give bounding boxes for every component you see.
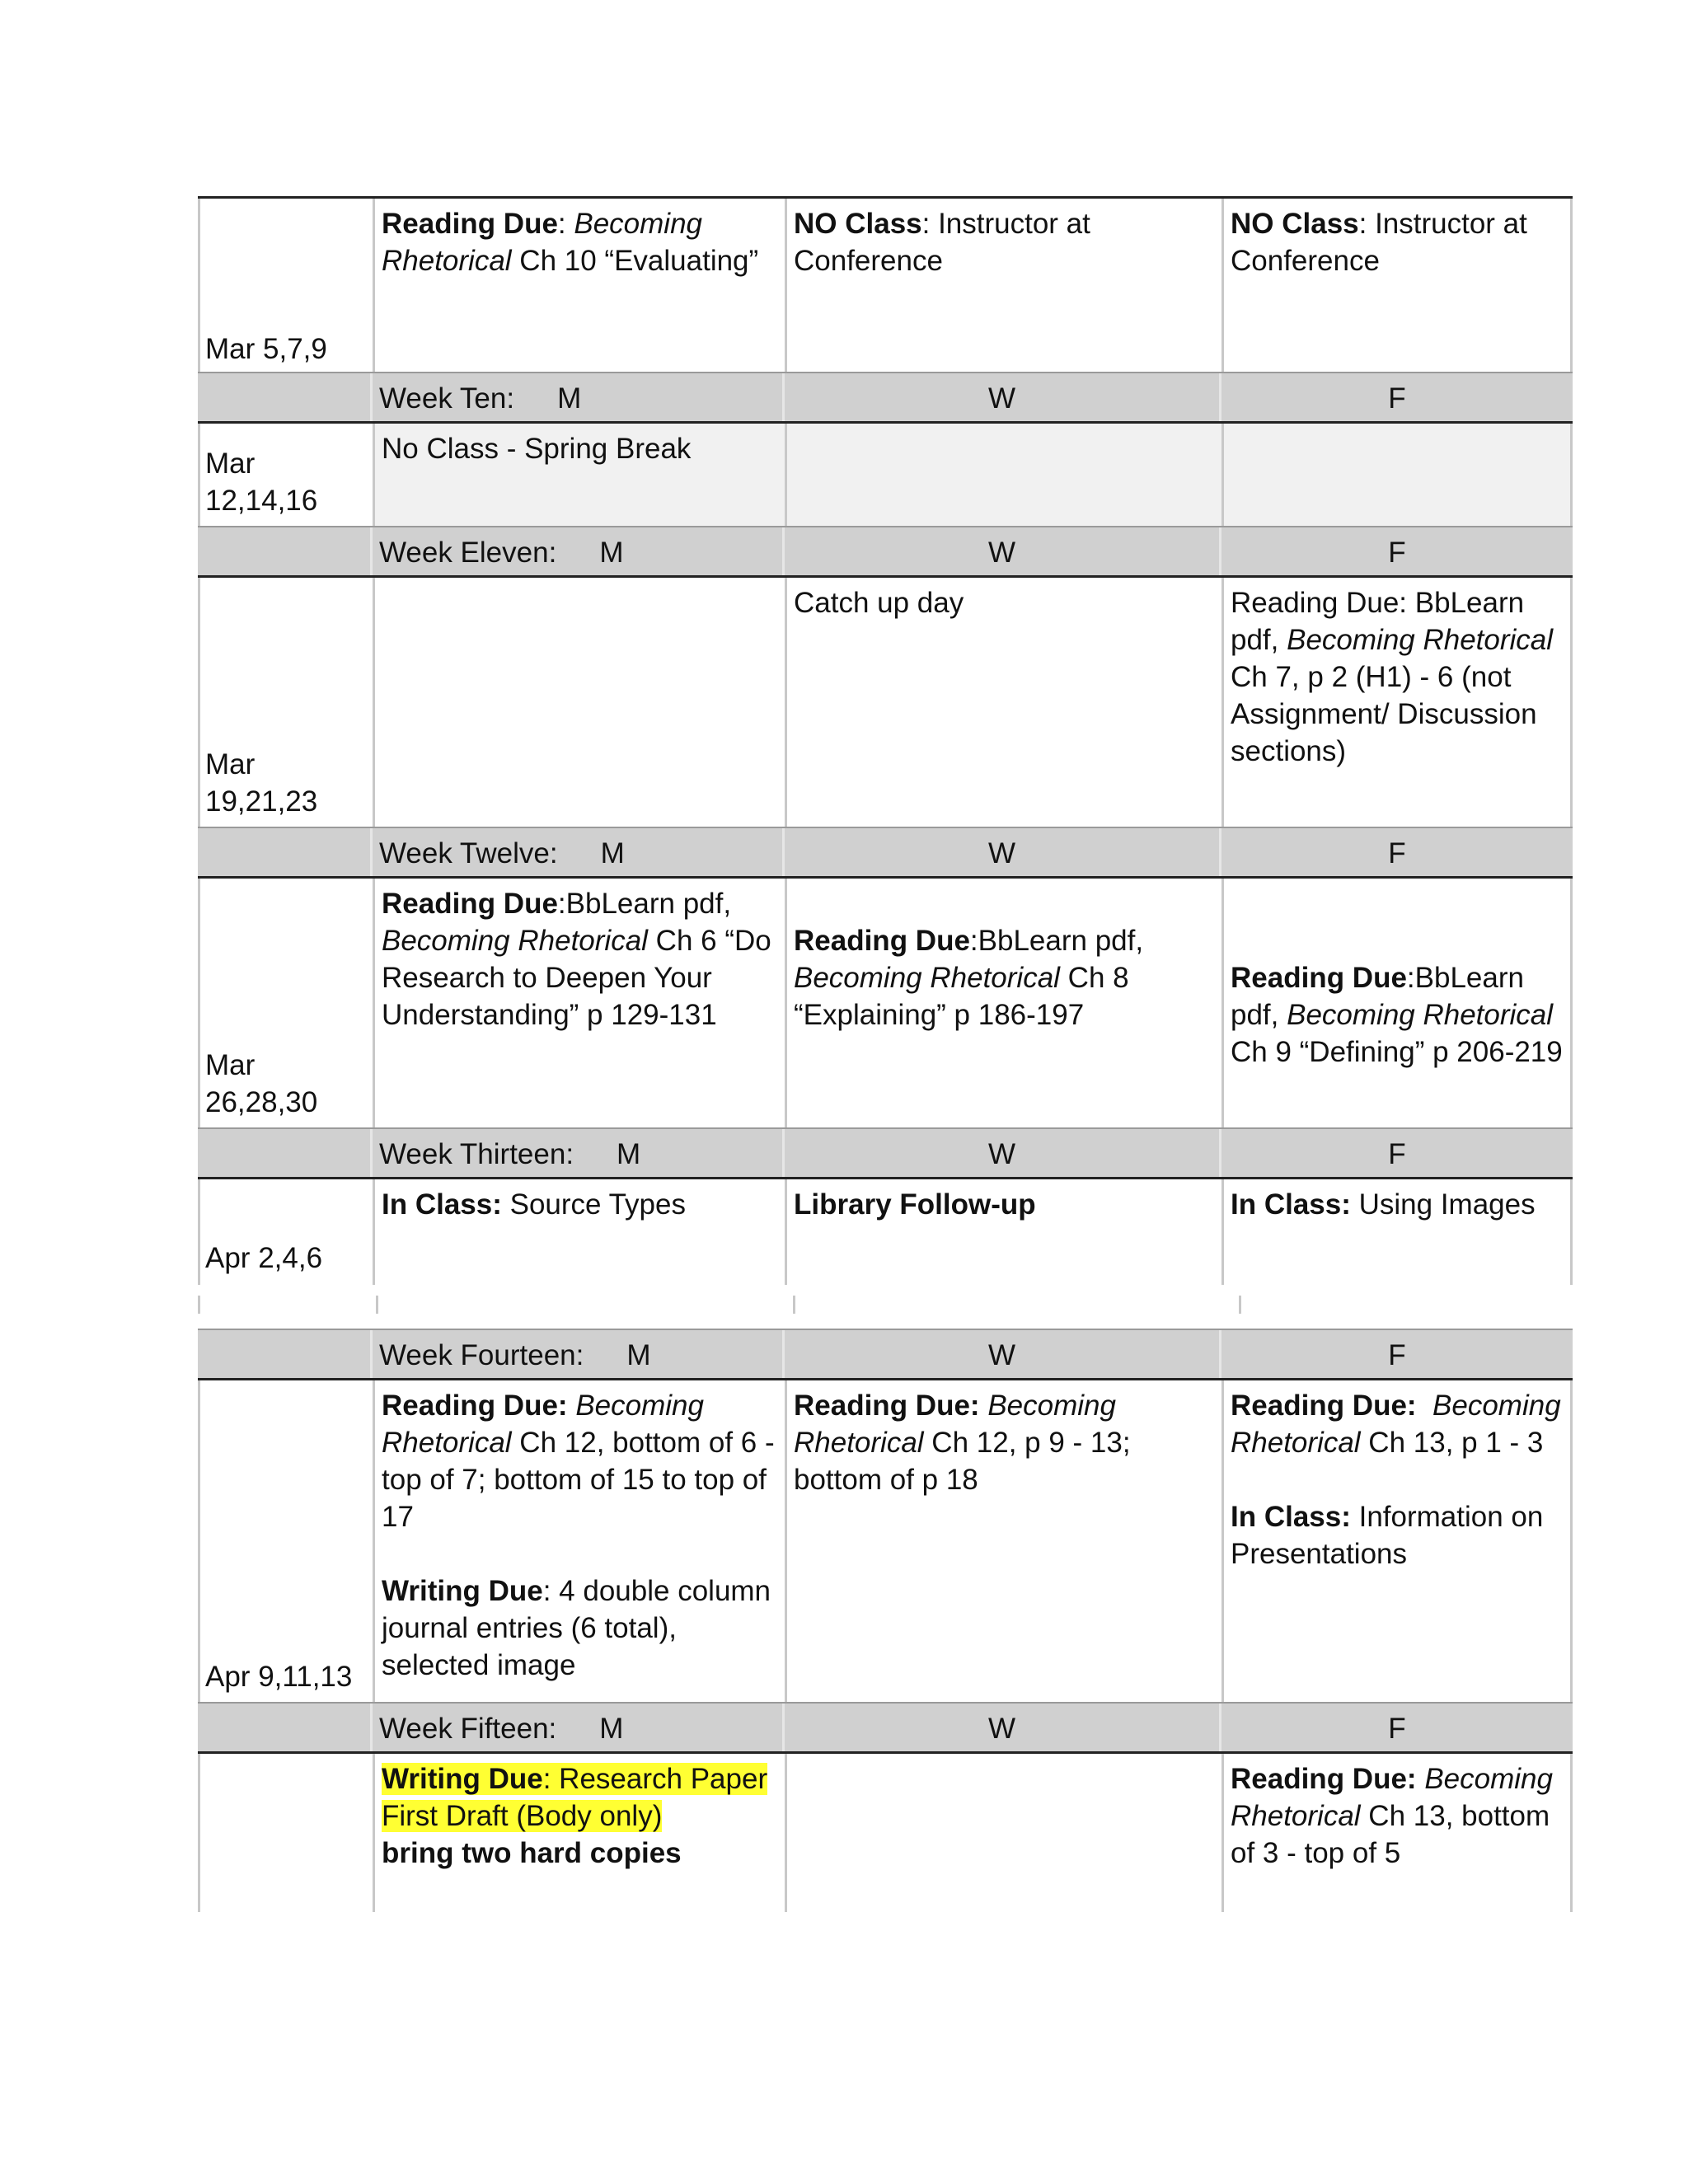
- wednesday-cell: [785, 424, 1221, 526]
- text: [980, 1390, 988, 1422]
- text: Ch 12, p 9 - 13; bottom of p 18: [794, 1427, 1131, 1496]
- week-header-band: [198, 1127, 1573, 1179]
- page-break-mark: [376, 1296, 378, 1314]
- day-m: M: [617, 1138, 641, 1170]
- day-f: F: [1388, 1339, 1406, 1371]
- band-monday: [373, 1330, 785, 1378]
- band-wednesday: [785, 1129, 1221, 1177]
- day-m: M: [626, 1339, 651, 1371]
- date-label: Apr 9,11,13: [205, 1661, 353, 1693]
- text: Ch 9 “Defining” p 206-219: [1231, 1036, 1563, 1068]
- schedule-row: [198, 1754, 1573, 1912]
- wednesday-cell: [785, 1380, 1221, 1702]
- day-f: F: [1388, 382, 1406, 415]
- text: : 4 double column journal entries (6 total), selected image: [382, 1575, 771, 1681]
- text: Catch up day: [794, 587, 964, 619]
- label-bold: Reading Due:: [794, 1390, 980, 1422]
- text: Information on Presentations: [1231, 1501, 1544, 1570]
- wednesday-cell: [785, 879, 1221, 1127]
- date-cell: [198, 1380, 373, 1702]
- label-bold: Writing Due: [382, 1575, 543, 1607]
- text: :BbLearn pdf,: [557, 888, 732, 920]
- day-m: M: [599, 537, 624, 569]
- friday-text: [1231, 1760, 1564, 1872]
- monday-cell: [373, 578, 785, 827]
- band-monday: [373, 828, 785, 876]
- highlighted-due: [382, 1763, 767, 1832]
- day-w: W: [987, 1138, 1016, 1170]
- label-bold: NO Class: [794, 208, 922, 240]
- week-header-band: [198, 827, 1573, 879]
- day-m: M: [600, 837, 625, 869]
- week-name: Week Fourteen:: [379, 1339, 584, 1371]
- band-wednesday: [785, 527, 1221, 575]
- week-name: Week Twelve:: [379, 837, 558, 869]
- band-blank: [198, 373, 373, 421]
- band-blank: [198, 1129, 373, 1177]
- text: [1417, 1763, 1425, 1795]
- week-header-band: [198, 526, 1573, 578]
- band-blank: [198, 1704, 373, 1751]
- label-bold: bring two hard copies: [382, 1837, 682, 1869]
- schedule-row: [198, 879, 1573, 1127]
- date-cell: [198, 578, 373, 827]
- text: Ch 13, p 1 - 3: [1360, 1427, 1544, 1459]
- band-monday: [373, 1704, 785, 1751]
- date-cell: [198, 879, 373, 1127]
- book-title: Becoming Rhetorical: [382, 208, 703, 277]
- band-friday: [1221, 828, 1573, 876]
- label-bold: Reading Due: [382, 888, 558, 920]
- schedule-row: [198, 578, 1573, 827]
- day-m: M: [599, 1713, 624, 1745]
- text: Ch 12, bottom of 6 - top of 7; bottom of 15 to top of 17: [382, 1427, 775, 1533]
- text: :BbLearn pdf,: [1231, 962, 1524, 1031]
- schedule-row: [198, 1380, 1573, 1702]
- text: No Class - Spring Break: [382, 433, 692, 465]
- friday-cell: [1221, 424, 1573, 526]
- band-friday: [1221, 373, 1573, 421]
- date-cell: [198, 1179, 373, 1285]
- text: [1417, 1390, 1432, 1422]
- monday-text: [382, 430, 778, 467]
- text: [568, 1390, 576, 1422]
- week-label: [379, 835, 625, 872]
- date-cell: [198, 424, 373, 526]
- day-f: F: [1388, 1138, 1406, 1170]
- band-wednesday: [785, 373, 1221, 421]
- day-m: M: [557, 382, 582, 415]
- day-f: F: [1388, 537, 1406, 569]
- friday-text: [1231, 959, 1564, 1071]
- label-bold: Reading Due:: [1231, 1390, 1417, 1422]
- book-title: Becoming Rhetorical: [382, 1390, 704, 1459]
- label-bold: Reading Due:: [382, 1390, 568, 1422]
- week-name: Week Ten:: [379, 382, 515, 415]
- band-wednesday: [785, 828, 1221, 876]
- friday-cell: [1221, 1179, 1573, 1285]
- monday-cell: [373, 1754, 785, 1912]
- text: Ch 7, p 2 (H1) - 6 (not Assignment/ Discussion sections): [1231, 661, 1537, 767]
- friday-text: [1231, 1186, 1564, 1223]
- label-bold: In Class:: [382, 1188, 502, 1221]
- label-bold: In Class:: [1231, 1501, 1351, 1533]
- label-bold: In Class:: [1231, 1188, 1351, 1221]
- day-w: W: [987, 837, 1016, 869]
- text: :BbLearn pdf,: [969, 925, 1144, 957]
- wednesday-text: [794, 922, 1215, 1033]
- monday-text: [382, 205, 778, 279]
- band-friday: [1221, 1330, 1573, 1378]
- friday-cell: [1221, 1754, 1573, 1912]
- book-title: Becoming Rhetorical: [382, 925, 648, 957]
- week-name: Week Fifteen:: [379, 1713, 557, 1745]
- monday-text-writing: [382, 1572, 778, 1684]
- monday-cell: [373, 199, 785, 374]
- book-title: Becoming Rhetorical: [1287, 999, 1554, 1031]
- friday-text-inclass: [1231, 1498, 1564, 1572]
- date-label: Mar 26,28,30: [205, 1049, 318, 1118]
- text: :: [557, 208, 574, 240]
- week-name: Week Thirteen:: [379, 1138, 574, 1170]
- book-title: Becoming Rhetorical: [1231, 1390, 1561, 1459]
- friday-cell: [1221, 879, 1573, 1127]
- wednesday-cell: [785, 1179, 1221, 1285]
- monday-cell: [373, 1380, 785, 1702]
- date-label: Mar 5,7,9: [205, 333, 327, 365]
- page-break-mark: [1239, 1296, 1241, 1314]
- wednesday-text: [794, 1387, 1215, 1498]
- monday-text: [382, 1760, 778, 1872]
- band-monday: [373, 527, 785, 575]
- text: : Instructor at Conference: [1231, 208, 1527, 277]
- band-wednesday: [785, 1330, 1221, 1378]
- band-wednesday: [785, 1704, 1221, 1751]
- label-bold: NO Class: [1231, 208, 1359, 240]
- label-bold: Reading Due:: [1231, 1763, 1417, 1795]
- band-blank: [198, 1330, 373, 1378]
- label-bold: Reading Due: [382, 208, 558, 240]
- day-w: W: [987, 382, 1016, 415]
- book-title: Becoming Rhetorical: [1231, 1763, 1553, 1832]
- text: Ch 6 “Do Research to Deepen Your Understanding” p 129-131: [382, 925, 771, 1031]
- monday-cell: [373, 1179, 785, 1285]
- date-label: Mar 12,14,16: [205, 448, 318, 517]
- week-name: Week Eleven:: [379, 537, 557, 569]
- date-label: Apr 2,4,6: [205, 1242, 323, 1274]
- monday-text: [382, 1387, 778, 1535]
- monday-cell: [373, 879, 785, 1127]
- week-header-band: [198, 1702, 1573, 1754]
- text: Ch 8 “Explaining” p 186-197: [794, 962, 1129, 1031]
- band-friday: [1221, 1129, 1573, 1177]
- wednesday-cell: [785, 578, 1221, 827]
- week-header-band: [198, 372, 1573, 424]
- week-header-band: [198, 1329, 1573, 1380]
- week-label: [379, 534, 623, 571]
- band-monday: [373, 373, 785, 421]
- friday-cell: [1221, 578, 1573, 827]
- page-break-mark: [793, 1296, 795, 1314]
- text: Source Types: [501, 1188, 686, 1221]
- day-f: F: [1388, 1713, 1406, 1745]
- page-break-mark: [198, 1296, 200, 1314]
- schedule-row: [198, 1179, 1573, 1285]
- book-title: Becoming Rhetorical: [1287, 624, 1554, 656]
- label-bold: Reading Due: [794, 925, 970, 957]
- wednesday-text: [794, 205, 1215, 279]
- label-bold: Reading Due: [1231, 962, 1407, 994]
- wednesday-cell: [785, 199, 1221, 374]
- wednesday-text: [794, 584, 1215, 621]
- date-cell: [198, 1754, 373, 1912]
- text: Ch 10 “Evaluating”: [511, 245, 759, 277]
- friday-text: [1231, 1387, 1564, 1461]
- monday-text: [382, 885, 778, 1033]
- date-label: Mar 19,21,23: [205, 748, 318, 818]
- text: Using Images: [1350, 1188, 1536, 1221]
- band-friday: [1221, 527, 1573, 575]
- day-w: W: [987, 537, 1016, 569]
- week-label: [379, 1710, 623, 1747]
- date-cell: [198, 199, 373, 374]
- band-blank: [198, 527, 373, 575]
- friday-cell: [1221, 1380, 1573, 1702]
- week-label: [379, 1136, 640, 1173]
- week-label: [379, 380, 581, 417]
- friday-text: [1231, 205, 1564, 279]
- text: : Research Paper First Draft (Body only): [382, 1763, 768, 1832]
- label-bold: Writing Due: [382, 1763, 543, 1795]
- day-w: W: [987, 1713, 1016, 1745]
- book-title: Becoming Rhetorical: [794, 962, 1060, 994]
- friday-cell: [1221, 199, 1573, 374]
- friday-text: [1231, 584, 1564, 770]
- wednesday-cell: [785, 1754, 1221, 1912]
- day-w: W: [987, 1339, 1016, 1371]
- band-blank: [198, 828, 373, 876]
- band-friday: [1221, 1704, 1573, 1751]
- day-f: F: [1388, 837, 1406, 869]
- text: Ch 13, bottom of 3 - top of 5: [1231, 1800, 1550, 1869]
- monday-cell: [373, 424, 785, 526]
- book-title: Becoming Rhetorical: [794, 1390, 1116, 1459]
- band-monday: [373, 1129, 785, 1177]
- schedule-row: [198, 424, 1573, 526]
- wednesday-text: [794, 1186, 1215, 1223]
- text: : Instructor at Conference: [794, 208, 1090, 277]
- week-label: [379, 1337, 651, 1374]
- label-bold: Library Follow-up: [794, 1188, 1036, 1221]
- monday-text: [382, 1186, 778, 1223]
- text: Reading Due: BbLearn pdf,: [1231, 587, 1525, 656]
- schedule-row: [198, 196, 1573, 374]
